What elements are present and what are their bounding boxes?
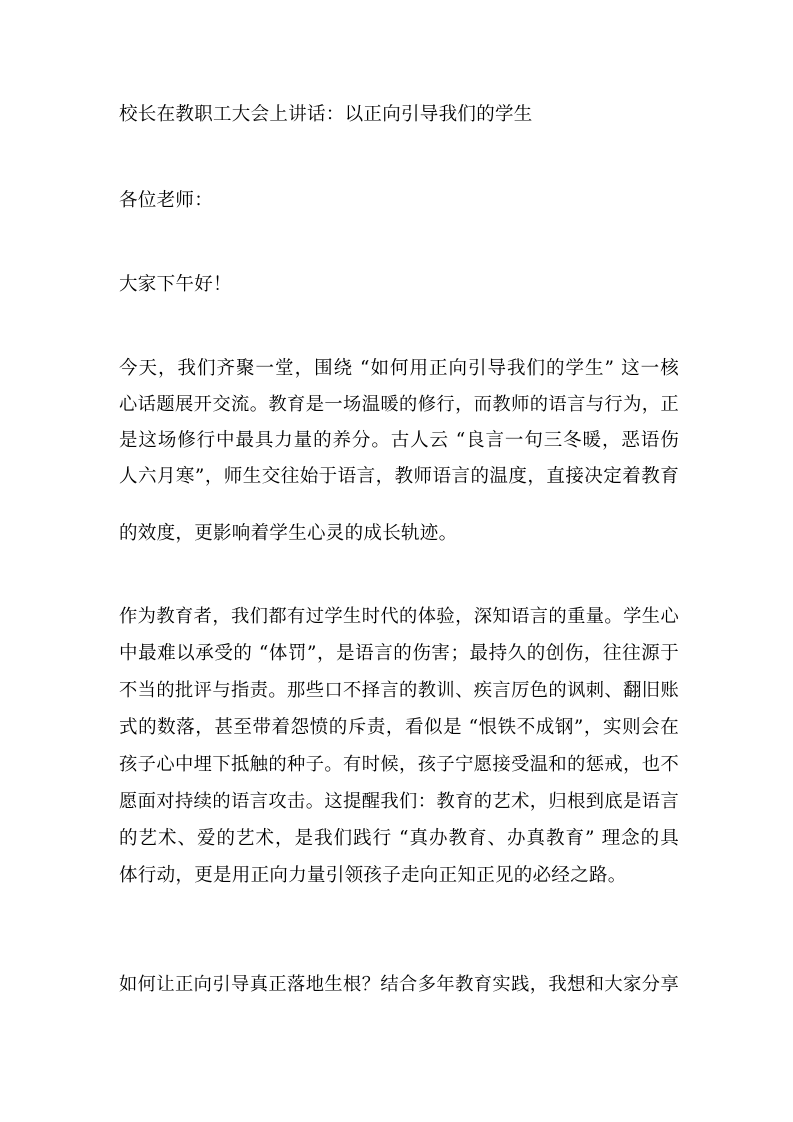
paragraph-2-line: 不当的批评与指责。那些口不择言的教训、疾言厉色的讽刺、翻旧账: [119, 680, 679, 701]
paragraph-2-line: 中最难以承受的 “体罚”，是语言的伤害；最持久的创伤，往往源于: [119, 643, 679, 664]
paragraph-2-line: 愿面对持续的语言攻击。这提醒我们：教育的艺术，归根到底是语言: [119, 791, 679, 812]
paragraph-1-line: 心话题展开交流。教育是一场温暖的修行，而教师的语言与行为，正: [119, 394, 679, 415]
paragraph-2-line: 式的数落，甚至带着怨愤的斥责，看似是 “恨铁不成钢”，实则会在: [119, 717, 679, 738]
paragraph-2-line: 作为教育者，我们都有过学生时代的体验，深知语言的重量。学生心: [119, 606, 679, 627]
paragraph-2-line: 体行动，更是用正向力量引领孩子走向正知正见的必经之路。: [119, 865, 627, 886]
greeting: 大家下午好！: [119, 274, 232, 295]
paragraph-2-line: 的艺术、爱的艺术，是我们践行 “真办教育、办真教育” 理念的具: [119, 828, 679, 849]
paragraph-1-line: 的效度，更影响着学生心灵的成长轨迹。: [119, 523, 458, 544]
paragraph-1-line: 今天，我们齐聚一堂，围绕 “如何用正向引导我们的学生” 这一核: [119, 358, 679, 379]
paragraph-1-line: 人六月寒”，师生交往始于语言，教师语言的温度，直接决定着教育: [119, 466, 679, 487]
paragraph-1-line: 是这场修行中最具力量的养分。古人云 “良言一句三冬暖，恶语伤: [119, 430, 679, 451]
paragraph-2-line: 孩子心中埋下抵触的种子。有时候，孩子宁愿接受温和的惩戒，也不: [119, 754, 679, 775]
paragraph-3-line: 如何让正向引导真正落地生根？结合多年教育实践，我想和大家分享: [119, 974, 679, 995]
document-title: 校长在教职工大会上讲话：以正向引导我们的学生: [119, 104, 533, 125]
salutation: 各位老师：: [119, 190, 214, 211]
